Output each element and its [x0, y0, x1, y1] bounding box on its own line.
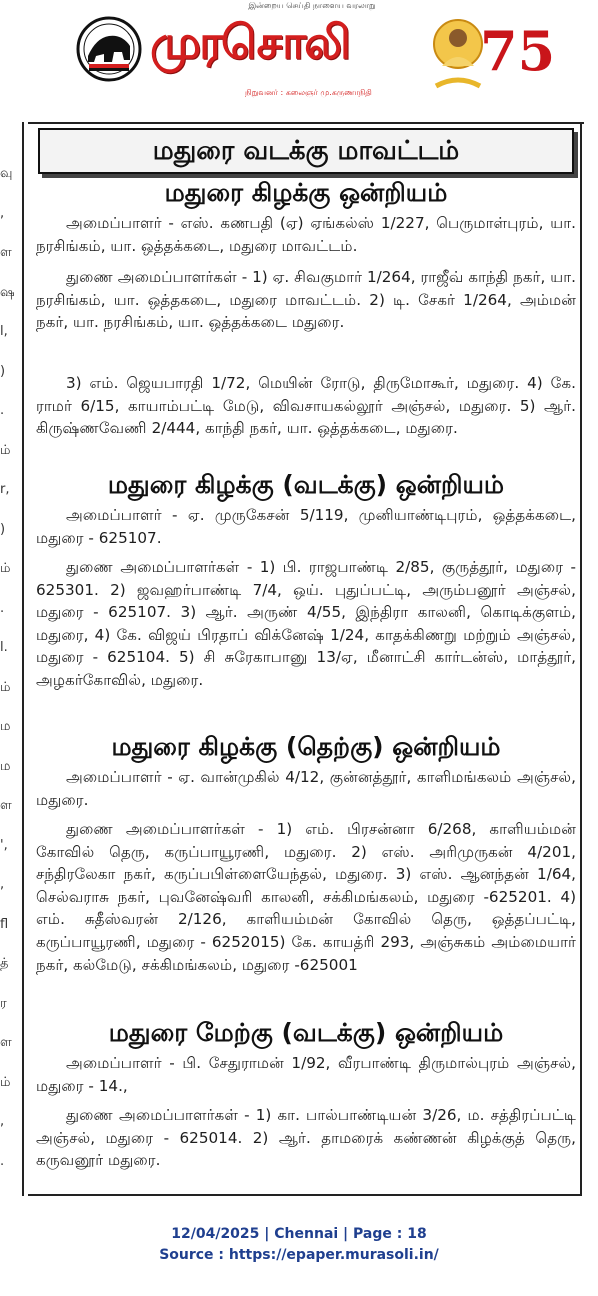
column-fragment: ',: [0, 837, 8, 853]
column-fragment: ம்: [0, 679, 11, 695]
section-heading-madurai-east-north: மதுரை கிழக்கு (வடக்கு) ஒன்றியம்: [107, 470, 505, 499]
newspaper-brand-name: முரசொலி: [150, 15, 349, 69]
column-fragment: ள: [0, 1035, 12, 1050]
column-fragment: ர: [0, 995, 7, 1011]
column-fragment: ,: [0, 205, 5, 221]
masthead-tagline: இன்றைய செய்தி நாளைய வரலாறு: [248, 1, 376, 10]
column-fragment: ம்: [0, 1074, 11, 1090]
article-bottom-rule: [28, 1194, 582, 1196]
footer-dateline: 12/04/2025 | Chennai | Page : 18: [171, 1226, 427, 1242]
column-fragment: .: [0, 403, 5, 418]
newspaper-masthead: [0, 0, 598, 112]
column-fragment: ள: [0, 798, 12, 813]
column-divider-left: [22, 122, 24, 1196]
column-fragment: ): [0, 363, 6, 379]
column-fragment: த்: [0, 956, 9, 971]
column-fragment: ள: [0, 245, 12, 260]
section-paragraph: அமைப்பாளர் - ஏ. முருகேசன் 5/119, முனியாண்டிபுரம், ஒத்தக்கடை, மதுரை - 625107.: [36, 506, 576, 547]
section-paragraph: துணை அமைப்பாளர்கள் - 1) பி. ராஜபாண்டி 2/85, குருத்தூர், மதுரை - 625301. 2) ஜவஹர்பாண்டி 7/4, ஒய். புதுப்பட்டி, அரும்பனூர் அஞ்சல், மதுரை - 625107. 3) ஆர். அருண் 4/55, இந்திரா காலனி, கொடிக்குளம், மதுரை, 4) கே. விஜய் பிரதாப் விக்னேஷ் 1/24, காதக்கிணறு மற்றும் அஞ்சல், மதுரை - 625104. 5) சி சுரேகாபானு 13/ஏ, மீனாட்சி கார்டன்ஸ், மாத்தூர், அழகர்கோவில், மதுரை.: [36, 558, 576, 689]
column-fragment: ம: [0, 719, 11, 734]
column-fragment: ,: [0, 1114, 5, 1129]
section-paragraph: துணை அமைப்பாளர்கள் - 1) ஏ. சிவகுமார் 1/264, ராஜீவ் காந்தி நகர், யா. நரசிங்கம், யா. ஒத்தகடை, மதுரை மாவட்டம். 2) டி. சேகர் 1/264, அம்மன் நகர், யா. நரசிங்கம், யா. ஒத்தக்கடை மதுரை.: [36, 268, 576, 332]
party-emblem-logo: [76, 16, 142, 82]
column-fragment: வு: [0, 166, 13, 181]
section-heading-madurai-east: மதுரை கிழக்கு ஒன்றியம்: [164, 178, 448, 207]
column-fragment: .: [0, 600, 5, 616]
section-paragraph: அமைப்பாளர் - எஸ். கணபதி (ஏ) ஏங்கல்ஸ் 1/227, பெருமாள்புரம், யா. நரசிங்கம், யா. ஒத்தக்கடை, மதுரை மாவட்டம்.: [36, 214, 576, 255]
article-top-rule: [28, 122, 584, 124]
column-fragment: ம்: [0, 561, 11, 576]
section-paragraph: துணை அமைப்பாளர்கள் - 1) எம். பிரசன்னா 6/268, காளியம்மன் கோவில் தெரு, கருப்பாயூரணி, மதுரை. 2) எஸ். அரிமுருகன் 4/201, சந்திரலேகா நகர், கருப்பபிள்ளையேந்தல், மதுரை. 3) எஸ். ஆனந்தன் 1/64, செல்வராசு நகர், புவனேஷ்வரி காலனி, சக்கிமங்கலம், மதுரை -625201. 4) எம். சுதீஸ்வரன் 2/126, காளியம்மன் கோவில் தெரு, ஒத்தப்பட்டி, கருப்பாயூரணி, மதுரை - 6252015) கே. காயத்ரி 293, அஞ்சுகம் அம்மையார் நகர், கல்மேடு, சக்கிமங்கலம், மதுரை -625001: [36, 820, 576, 974]
anniversary-number: 75: [480, 19, 556, 83]
column-fragment: ,: [0, 877, 5, 892]
section-heading-madurai-east-south: மதுரை கிழக்கு (தெற்கு) ஒன்றியம்: [111, 732, 501, 761]
section-paragraph: அமைப்பாளர் - பி. சேதுராமன் 1/92, வீரபாண்டி திருமால்புரம் அஞ்சல், மதுரை - 14.,: [36, 1054, 576, 1095]
article-right-rule: [580, 122, 582, 1196]
column-fragment: ஷ: [0, 284, 15, 300]
column-fragment: ம்: [0, 442, 11, 458]
column-fragment: ம: [0, 758, 11, 774]
section-heading-madurai-west-north: மதுரை மேற்கு (வடக்கு) ஒன்றியம்: [108, 1018, 504, 1047]
footer-source-link[interactable]: Source : https://epaper.murasoli.in/: [159, 1247, 439, 1263]
district-title-box: [38, 128, 574, 174]
column-fragment: l.: [0, 640, 8, 655]
section-paragraph: அமைப்பாளர் - ஏ. வான்முகில் 4/12, குன்னத்தூர், காளிமங்கலம் அஞ்சல், மதுரை.: [36, 768, 576, 809]
column-fragment: r,: [0, 482, 10, 497]
column-fragment: fl: [0, 916, 9, 932]
section-paragraph: 3) எம். ஜெயபாரதி 1/72, மெயின் ரோடு, திருமோகூர், மதுரை. 4) கே. ராமர் 6/15, காயாம்பட்டி மேடு, விவசாயகல்லூர் அஞ்சல், மதுரை. 5) ஆர். கிருஷ்ணவேணி 2/444, காந்தி நகர், யா. ஒத்தக்கடை, மதுரை.: [36, 374, 576, 438]
anniversary-75-emblem: [428, 4, 556, 96]
column-fragment: ): [0, 521, 6, 537]
adjacent-column-fragments: [0, 116, 22, 1196]
column-fragment: l,: [0, 324, 8, 339]
column-fragment: .: [0, 1153, 5, 1169]
section-paragraph: துணை அமைப்பாளர்கள் - 1) கா. பால்பாண்டியன் 3/26, ம. சத்திரப்பட்டி அஞ்சல், மதுரை - 625014. 2) ஆர். தாமரைக் கண்ணன் கிழக்குத் தெரு, கருவனூர் மதுரை.: [36, 1106, 576, 1170]
district-title: மதுரை வடக்கு மாவட்டம்: [152, 136, 460, 166]
masthead-founder-line: நிறுவனர் : கலைஞர் மு.கருணாநிதி: [245, 88, 372, 97]
